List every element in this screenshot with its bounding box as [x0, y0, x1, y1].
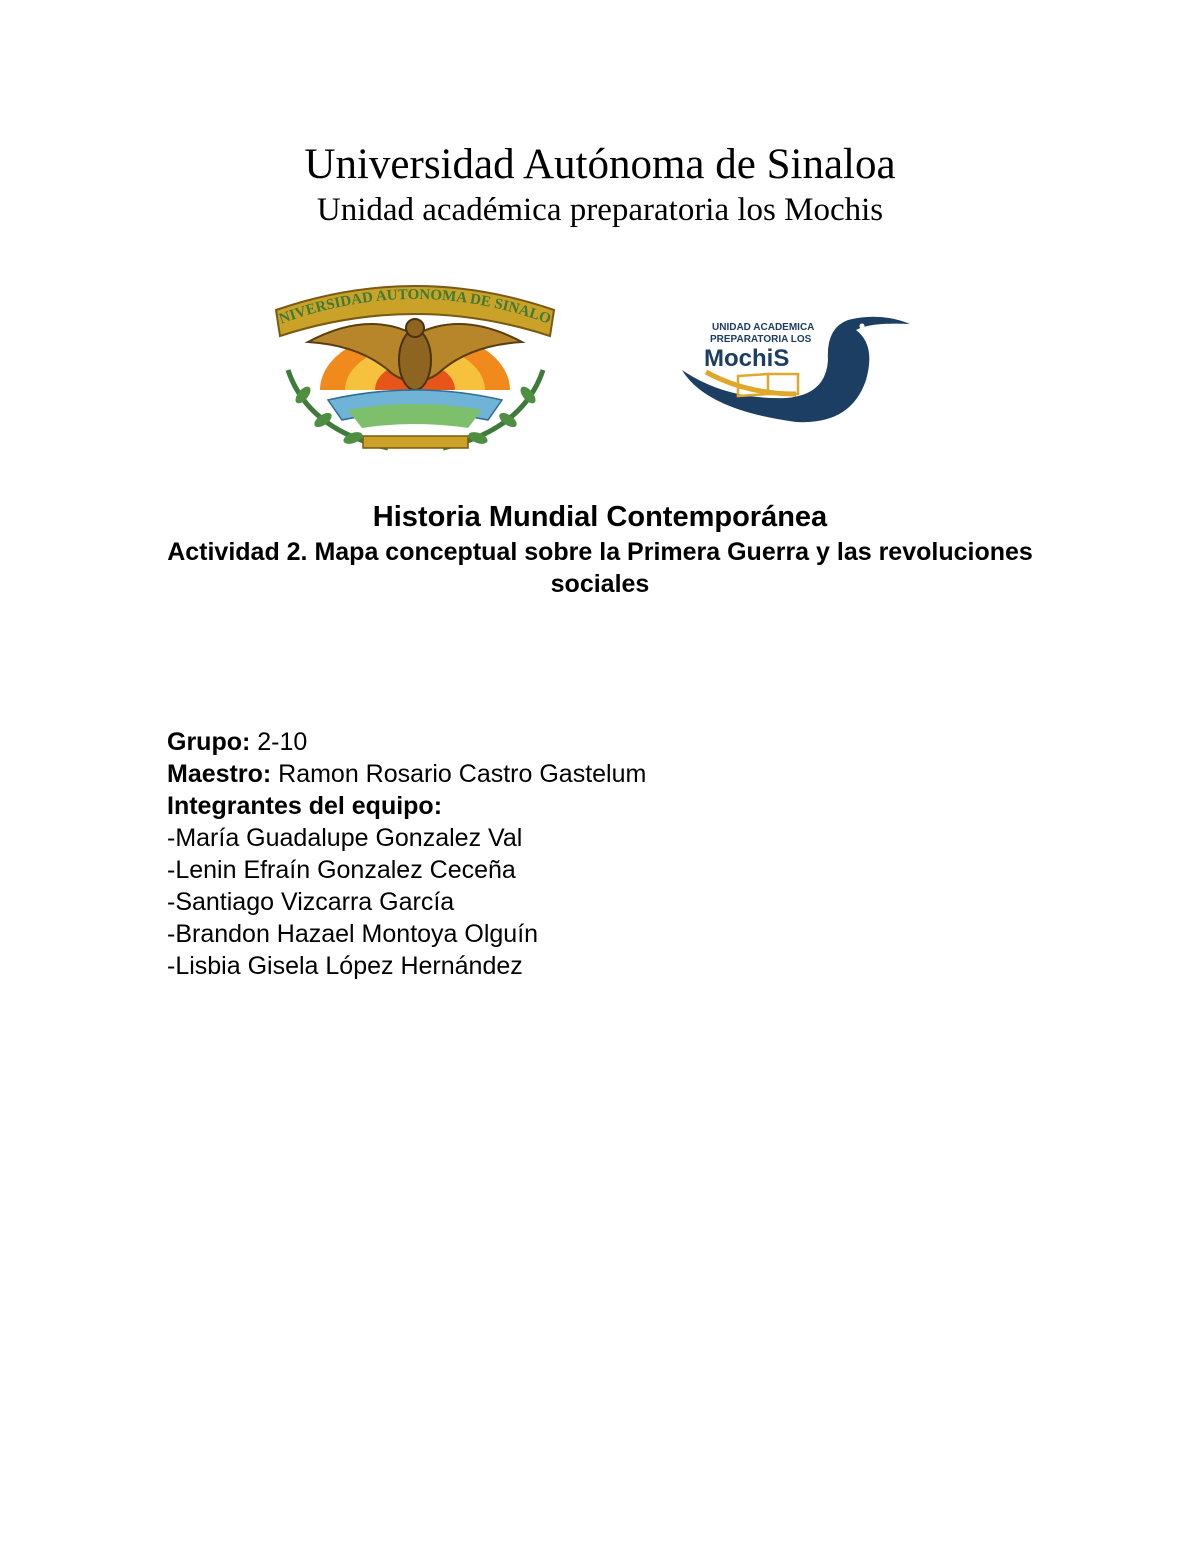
teacher-value: Ramon Rosario Castro Gastelum: [271, 760, 647, 788]
uas-eagle-seal-icon: [268, 270, 563, 465]
team-details: [167, 726, 1067, 982]
uas-banner-text: NIVERSIDAD AUTONOMA DE SINALO: [277, 286, 553, 328]
group-value: 2-10: [250, 728, 308, 756]
teacher-row: [167, 758, 1067, 790]
mochis-logo-name: MochiS: [704, 345, 790, 372]
activity-title: Actividad 2. Mapa conceptual sobre la Primera Guerra y las revoluciones sociales: [167, 538, 1033, 598]
mochis-logo-line2: PREPARATORIA LOS: [710, 334, 812, 345]
list-item: -Brandon Hazael Montoya Olguín: [167, 920, 539, 948]
list-item: -María Guadalupe Gonzalez Val: [167, 824, 523, 852]
member-list: [167, 822, 1067, 982]
team-label-row: [167, 790, 1067, 822]
teacher-label: Maestro:: [167, 760, 272, 788]
course-title: Historia Mundial Contemporánea: [372, 501, 828, 533]
group-row: [167, 726, 1067, 758]
academic-unit-subtitle: Unidad académica preparatoria los Mochis: [316, 192, 884, 228]
list-item: -Lisbia Gisela López Hernández: [167, 952, 523, 980]
list-item: -Santiago Vizcarra García: [167, 888, 455, 916]
list-item: -Lenin Efraín Gonzalez Ceceña: [167, 856, 516, 884]
mochis-logo-line1: UNIDAD ACADEMICA: [712, 322, 815, 333]
group-label: Grupo:: [167, 728, 251, 756]
team-label: Integrantes del equipo:: [167, 792, 443, 820]
university-title: Universidad Autónoma de Sinaloa: [304, 141, 896, 188]
mochis-bird-logo-icon: [676, 310, 916, 425]
